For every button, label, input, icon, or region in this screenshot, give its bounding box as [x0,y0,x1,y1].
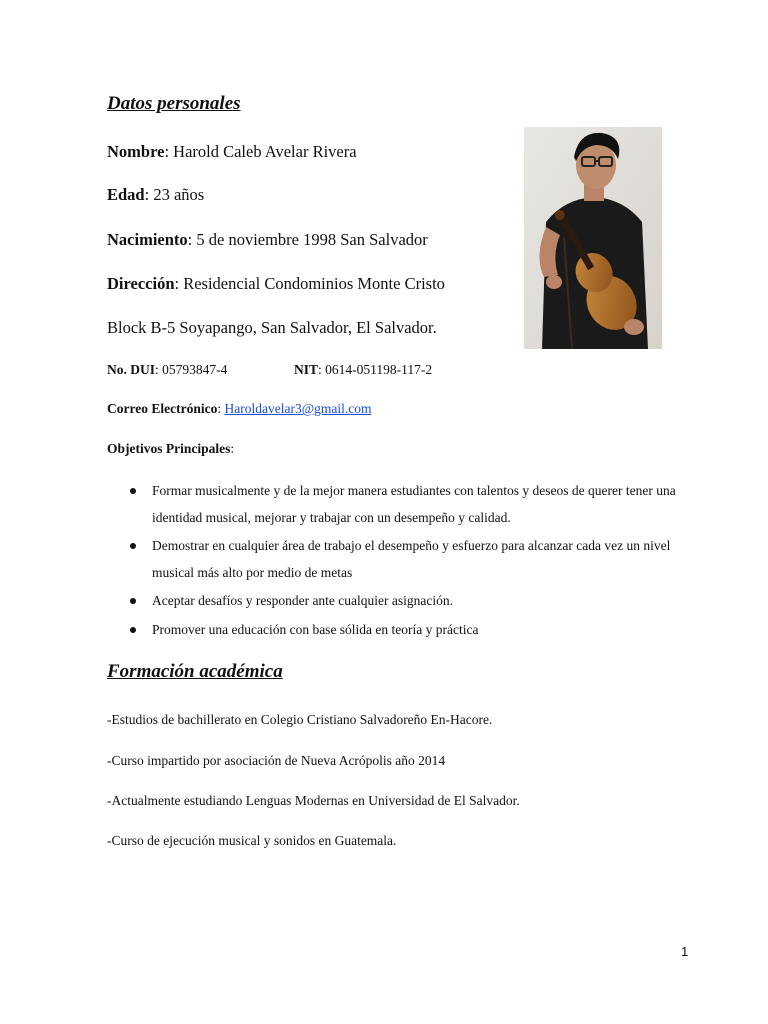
email-line [107,401,372,417]
list-item [107,617,707,644]
section-heading-personal: Datos personales [107,93,241,114]
name-value: : Harold Caleb Avelar Rivera [164,142,357,161]
bullet-icon [130,543,136,549]
birth-value: : 5 de noviembre 1998 San Salvador [187,230,428,249]
bullet-icon [130,488,136,494]
academic-item: -Actualmente estudiando Lenguas Modernas en Universidad de El Salvador. [107,793,520,808]
objective-text: Promover una educación con base sólida en teoría y práctica [152,621,479,637]
profile-photo-illustration [524,127,662,349]
name-label: Nombre [107,142,165,161]
objective-text: Formar musicalmente y de la mejor manera estudiantes con talentos y deseos de querer tener una identidad musical, mejorar y trabajar con un desempeño y calidad. [152,483,676,525]
email-link[interactable]: Haroldavelar3@gmail.com [224,401,372,416]
nit-value: : 0614-051198-117-2 [318,362,433,377]
list-item [107,533,707,586]
age-line [107,185,204,205]
list-item [107,588,707,615]
email-label: Correo Electrónico [107,401,218,416]
address-label: Dirección [107,274,175,293]
bullet-icon [130,627,136,633]
nit-line [294,362,432,378]
list-item [107,478,707,531]
dui-line [107,362,227,378]
objective-text: Aceptar desafíos y responder ante cualquier asignación. [152,593,454,608]
birth-label: Nacimiento [107,230,188,249]
dui-value: : 05793847-4 [155,362,228,377]
objective-text: Demostrar en cualquier área de trabajo el desempeño y esfuerzo para alcanzar cada vez un nivel musical más alto por medio de metas [152,538,671,580]
academic-item: -Curso de ejecución musical y sonidos en Guatemala. [107,833,397,848]
objectives-list [107,478,707,643]
birth-line [107,230,428,250]
bullet-icon [130,598,136,604]
name-line [107,142,357,162]
address-line [107,274,445,294]
dui-label: No. DUI [107,362,156,377]
profile-photo [524,127,662,349]
academic-item: -Curso impartido por asociación de Nueva Acrópolis año 2014 [107,753,446,768]
objectives-separator: : [230,441,235,456]
address-line-2: Block B-5 Soyapango, San Salvador, El Salvador. [107,318,437,337]
email-separator: : [217,401,225,416]
section-heading-academic: Formación académica [107,661,283,682]
objectives-line [107,441,234,457]
nit-label: NIT [294,362,319,377]
objectives-label: Objetivos Principales [107,441,231,456]
academic-item: -Estudios de bachillerato en Colegio Cristiano Salvadoreño En-Hacore. [107,712,493,727]
age-label: Edad [107,185,145,204]
page-number: 1 [681,944,689,959]
address-value: : Residencial Condominios Monte Cristo [174,274,445,293]
age-value: : 23 años [144,185,205,204]
